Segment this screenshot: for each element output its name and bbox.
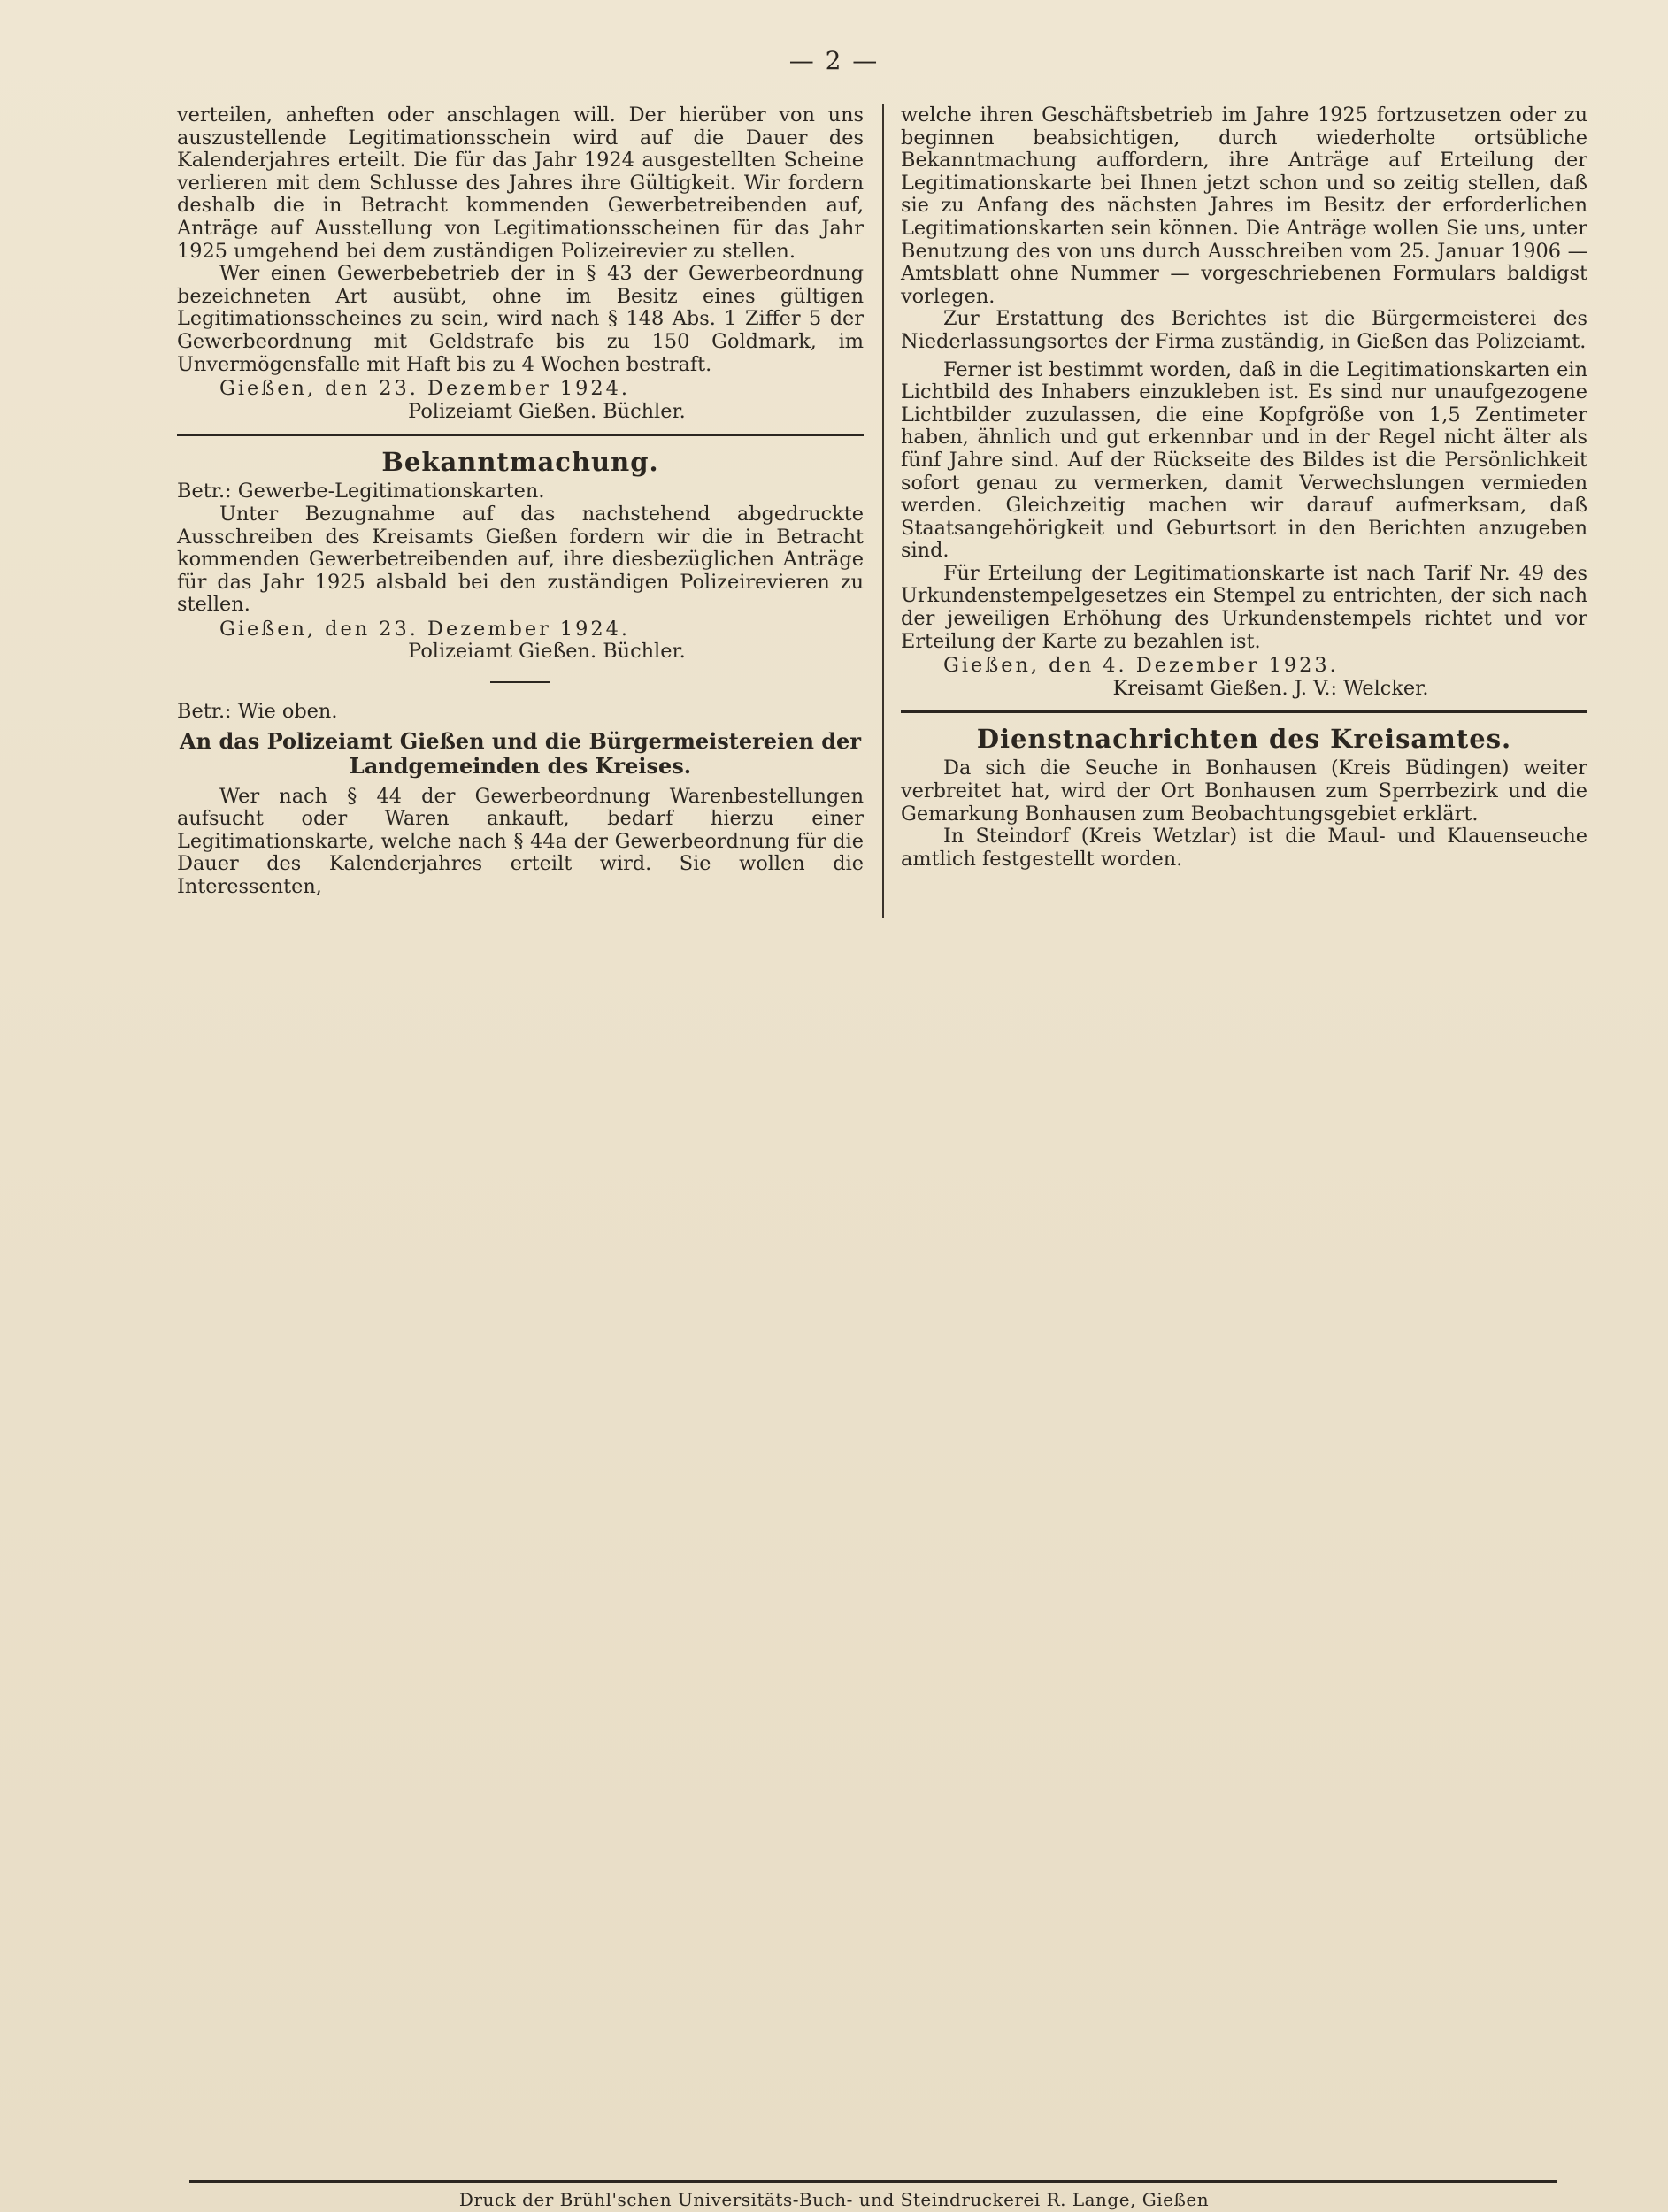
section-divider <box>177 434 864 436</box>
footer-rule <box>189 2180 1557 2183</box>
dateline: Gießen, den 4. Dezember 1923. <box>943 654 1339 678</box>
signature: Polizeiamt Gießen. Büchler. <box>408 640 686 664</box>
dateline: Gießen, den 23. Dezember 1924. <box>219 617 630 641</box>
right-column <box>901 104 1587 871</box>
section-divider <box>901 710 1587 713</box>
column-divider <box>882 104 884 918</box>
subject-line: Betr.: Gewerbe-Legitimationskarten. <box>177 480 545 503</box>
paragraph: welche ihren Geschäftsbetrieb im Jahre 1925 fortzusetzen oder zu beginnen beabsichtigen, durch wiederholte ortsübliche Bekanntmachung auffordern, ihre Anträge auf Erteilung der Legitimationskarte bei Ihnen jetzt schon und so zeitig stellen, daß sie zu Anfang des nächsten Jahres im Besitz der erforderlichen Legitimationskarten sein können. Die Anträge wollen Sie uns, unter Benutzung des von uns durch Ausschreiben vom 25. Januar 1906 — Amtsblatt ohne Nummer — vorgeschriebenen Formulars baldigst vorlegen. <box>901 104 1587 308</box>
paragraph: Unter Bezugnahme auf das nachstehend abgedruckte Ausschreiben des Kreisamts Gießen fordern wir die in Betracht kommenden Gewerbetreibenden auf, ihre diesbezüglichen Anträge für das Jahr 1925 alsbald bei den zuständigen Polizeirevieren zu stellen. <box>177 502 864 617</box>
subject-line: Betr.: Wie oben. <box>177 700 338 724</box>
paragraph: Ferner ist bestimmt worden, daß in die Legitimationskarten ein Lichtbild des Inhabers einzukleben ist. Es sind nur unaufgezogene Lichtbilder zuzulassen, die eine Kopfgröße von 1,5 Zentimeter haben, ähnlich und gut erkennbar und in der Regel nicht älter als fünf Jahre sind. Auf der Rückseite des Bildes ist die Persönlichkeit sofort genau zu vermerken, damit Verwechslungen vermieden werden. Gleichzeitig machen wir darauf aufmerksam, daß Staatsangehörigkeit und Geburtsort in den Berichten anzugeben sind. <box>901 357 1587 563</box>
left-column <box>177 104 864 899</box>
paragraph: Für Erteilung der Legitimationskarte ist nach Tarif Nr. 49 des Urkundenstempelgesetzes ein Stempel zu entrichten, der sich nach der jeweiligen Erhöhung des Urkundenstempels richtet und vor Erteilung der Karte zu bezahlen ist. <box>901 561 1587 653</box>
page-number: — 2 — <box>788 46 880 75</box>
paragraph: In Steindorf (Kreis Wetzlar) ist die Maul- und Klauenseuche amtlich festgestellt worden. <box>901 825 1587 871</box>
paragraph: verteilen, anheften oder anschlagen will. Der hierüber von uns auszustellende Legitimationsschein wird auf die Dauer des Kalenderjahres erteilt. Die für das Jahr 1924 ausgestellten Scheine verlieren mit dem Schlusse des Jahres ihre Gültigkeit. Wir fordern deshalb die in Betracht kommenden Gewerbetreibenden auf, Anträge auf Ausstellung von Legitimationsscheinen für das Jahr 1925 umgehend bei dem zuständigen Polizeirevier zu stellen. <box>177 104 864 263</box>
printer-imprint: Druck der Brühl'schen Universitäts-Buch- und Steindruckerei R. Lange, Gießen <box>458 2189 1210 2210</box>
paragraph: Wer einen Gewerbebetrieb der in § 43 der Gewerbeordnung bezeichneten Art ausübt, ohne im Besitz eines gültigen Legitimationsscheines zu sein, wird nach § 148 Abs. 1 Ziffer 5 der Gewerbeordnung mit Geldstrafe bis zu 150 Goldmark, im Unvermögensfalle mit Haft bis zu 4 Wochen bestraft. <box>177 262 864 376</box>
signature: Polizeiamt Gießen. Büchler. <box>408 399 686 423</box>
dateline: Gießen, den 23. Dezember 1924. <box>219 377 630 401</box>
paragraph: Zur Erstattung des Berichtes ist die Bürgermeisterei des Niederlassungsortes der Firma zuständig, in Gießen das Polizeiamt. <box>901 307 1587 353</box>
section-heading: Dienstnachrichten des Kreisamtes. <box>976 724 1512 755</box>
paragraph: Wer nach § 44 der Gewerbeordnung Warenbestellungen aufsucht oder Waren ankauft, bedarf hierzu einer Legitimationskarte, welche nach § 44a der Gewerbeordnung für die Dauer des Kalenderjahres erteilt wird. Sie wollen die Interessenten, <box>177 784 864 899</box>
paragraph: Da sich die Seuche in Bonhausen (Kreis Büdingen) weiter verbreitet hat, wird der Ort Bonhausen zum Sperrbezirk und die Gemarkung Bonhausen zum Beobachtungsgebiet erklärt. <box>901 757 1587 826</box>
short-divider <box>490 681 550 683</box>
notice-heading: Bekanntmachung. <box>381 447 659 478</box>
signature: Kreisamt Gießen. J. V.: Welcker. <box>1112 676 1429 700</box>
address-heading: An das Polizeiamt Gießen und die Bürgermeistereien der Landgemeinden des Kreises. <box>180 727 861 779</box>
